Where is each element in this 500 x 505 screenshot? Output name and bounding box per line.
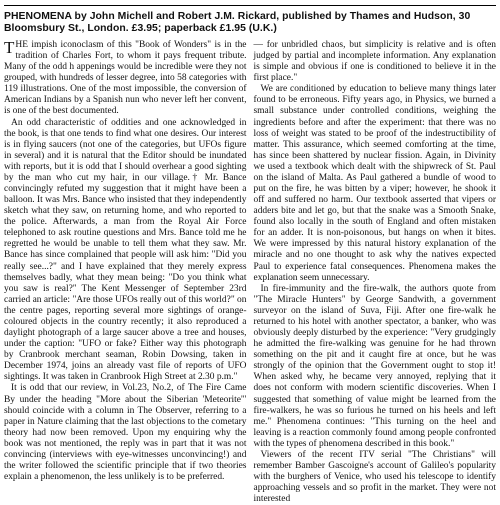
paragraph: Viewers of the recent ITV serial "The Christians" will remember Bamber Gascoigne's account of Galileo's popularity with the burghers of Venice, who used his telescope to identify approaching vessels and so profit in the market. They were not interested: [253, 449, 496, 505]
paragraph: [4, 40, 247, 118]
paragraph: It is odd that our review, in Vol.23, No.2, of The Fire Came By under the heading "More about the Siberian 'Meteorite'" should coincide with a column in The Observer, referring to a paper in Nature claiming that the last objections to the cometary theory had now been removed. Upon my enquiring why the book was not mentioned, the reply was in part that it was not convincing (interviews with eye-witnesses unconvincing!) and the writer followed the scientific principle that if two theories explain a phenomenon, the less unlikely is to be preferred.: [4, 383, 247, 483]
paragraph: An odd characteristic of oddities and one acknowledged in the book, is that one tends to find what one desires. Our interest is in flying saucers (not one of the categories, but UFOs figure in several) and it is natural that the Editor should be inundated with reports, but it is odd that I should overhear a good sighting by the man who cut my hair, in our village.† Mr. Bance convincingly refuted my suggestion that it might have been a balloon. It was Mrs. Bance who insisted that they independently sketch what they saw, on returning home, and who reported to the police. Afterwards, a man from the Royal Air Force telephoned to ask routine questions and Mrs. Bance told me he regretted he would be unable to tell them what they saw. Mr. Bance has since complained that people will ask him: "Did you really see...?" and I have explained that they merely express themselves badly, what they mean being: "Do you think what you saw is real?" The Kent Messenger of September 23rd carried an article: "Are those UFOs really out of this world?" on the centre pages, reporting several more sightings of orange-coloured objects in the country recently; it also reproduced a daylight photograph of a large saucer above a tree and houses, under the caption: "UFO or fake? Either way this photograph by Cranbrook merchant seaman, Robin Dowsing, taken in December 1974, joins an already vast file of reports of UFO sightings. It was taken in Cranbrook High Street at 2.30 p.m.": [4, 117, 247, 383]
left-column: [4, 40, 247, 505]
right-column: [254, 40, 497, 505]
paragraph: In fire-immunity and the fire-walk, the authors quote from "The Miracle Hunters" by George Sandwith, a government surveyor on the island of Suva, Fiji. After one fire-walk he returned to his hotel with another spectator, a banker, who was obviously deeply disturbed by the experience: "Very grudgingly he admitted the fire-walking was genuine for he had thrown something on the pit and it caught fire at once, but he was strongly of the opinion that the Government ought to stop it! When asked why, he became very annoyed, replying that it does not conform with modern scientific discoveries. When I suggested that something of value might be learned from the fire-walkers, he was so furious he turned on his heels and left me." Phenomena continues: "This turning on the heel and leaving is a reaction commonly found among people confronted with the types of phenomena described in this book.": [253, 283, 496, 449]
drop-cap: T: [4, 38, 15, 57]
review-header: [4, 11, 496, 35]
article-columns: [4, 40, 496, 505]
book-details: by John Michell and Robert J.M. Rickard, published by Thames and Hudson, 30 Bloomsbury St., London. £3.95; paperback £1.95 (U.K.): [4, 11, 471, 34]
top-rule: [4, 2, 496, 10]
paragraph: — for unbridled chaos, but simplicity is relative and is often judged by partial and incomplete information. Any explanation is simple and obvious if one is conditioned to believe it in the first place.": [253, 40, 496, 84]
paragraph: We are conditioned by education to believe many things later found to be erroneous. Fifty years ago, in Physics, we burned a small substance under controlled conditions, weighing the ingredients before and after the experiment: that there was no loss of weight was stated to be proof of the indestructibility of matter. This assurance, which seemed comforting at the time, has since been shattered by nuclear fission. Again, in Divinity we used a textbook which dealt with the shipwreck of St. Paul on the island of Malta. As Paul gathered a bundle of wood to put on the fire, he was bitten by a viper; however, he shook it off and suffered no harm. Our textbook asserted that vipers or adders bite and let go, but that the snake was a Smooth Snake, found also locally in the south of England and often mistaken for an adder. It is non-poisonous, but hangs on when it bites. We were impressed by this natural history explanation of the miracle and no one thought to ask why the natives expected Paul to experience fatal consequences. Phenomena makes the explanation seem unnecessary.: [253, 84, 496, 283]
book-title: PHENOMENA: [4, 11, 72, 22]
paragraph-text: HE impish iconoclasm of this "Book of Wonders" is in the tradition of Charles Fort, to whom it pays frequent tribute. Many of the odd h appenings would be incredible were they not grouped, with hundreds of lesser degree, into 58 categories with 119 illustrations. One of the most impossible, the conversion of American Indians by a Spanish nun who never left her convent, is one of the best documented.: [4, 40, 247, 117]
